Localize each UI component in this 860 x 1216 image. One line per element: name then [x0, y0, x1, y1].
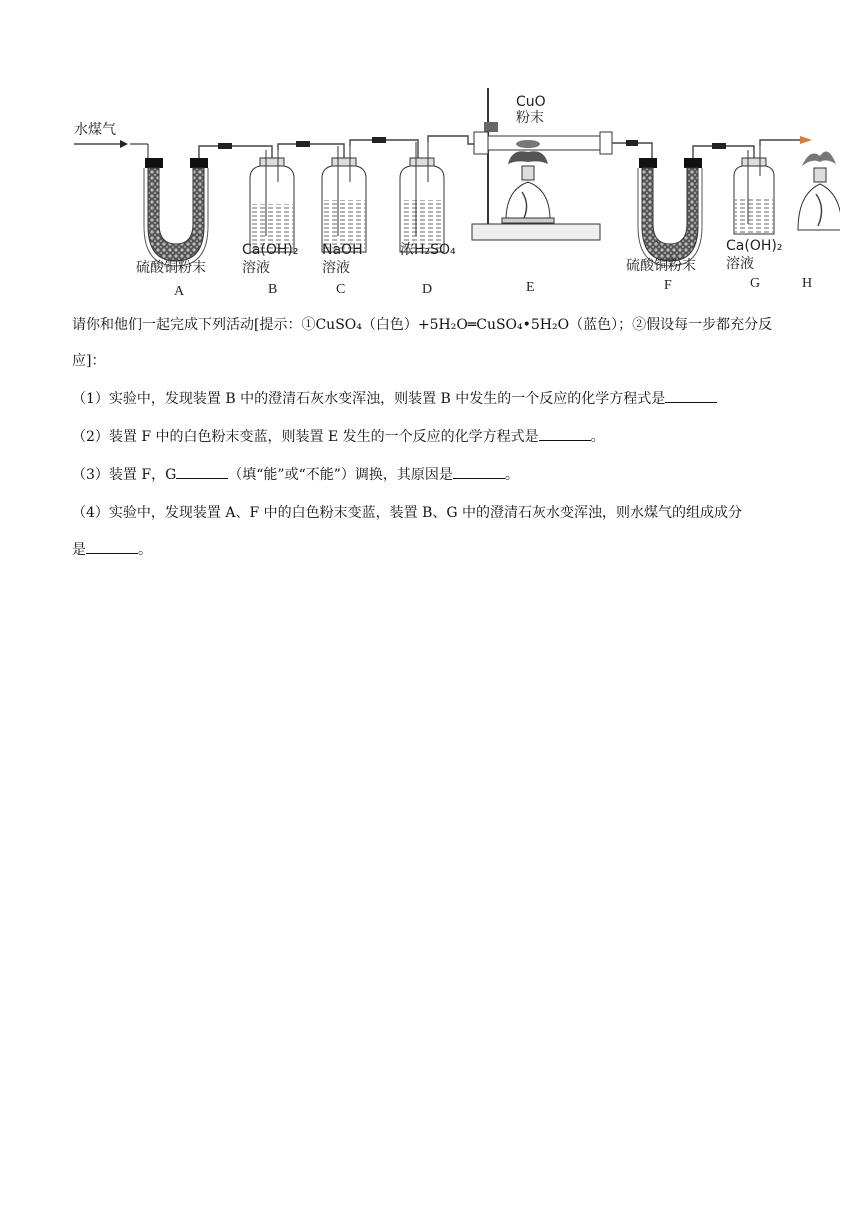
label-g: Ca(OH)₂	[726, 238, 783, 254]
answer-blank-3b[interactable]	[453, 466, 505, 479]
inlet-label: 水煤气	[74, 122, 116, 138]
bottle-b	[250, 150, 294, 252]
answer-blank-4[interactable]	[86, 541, 138, 554]
question-1-text: （1）实验中，发现装置 B 中的澄清石灰水变浑浊，则装置 B 中发生的一个反应的化学方程式是	[72, 391, 666, 407]
question-2	[72, 428, 812, 446]
answer-blank-1[interactable]	[665, 390, 717, 403]
label-c-2: 溶液	[322, 260, 350, 276]
letter-f: F	[664, 278, 672, 293]
question-2-text: （2）装置 F 中的白色粉末变蓝，则装置 E 发生的一个反应的化学方程式是	[72, 429, 539, 445]
answer-blank-3a[interactable]	[176, 466, 228, 479]
question-3-middle: （填“能”或“不能”）调换，其原因是	[228, 467, 453, 483]
bottle-c	[322, 146, 366, 252]
letter-e: E	[526, 280, 535, 295]
label-f: 硫酸铜粉末	[626, 258, 696, 274]
cuo-label-2: 粉末	[516, 110, 544, 126]
cuo-label: CuO	[516, 94, 546, 110]
u-tube-f	[638, 158, 702, 266]
label-b-2: 溶液	[242, 260, 270, 276]
letter-h: H	[802, 276, 813, 291]
intro-line-1: 请你和他们一起完成下列活动[提示：①CuSO₄（白色）+5H₂O═CuSO₄•5H₂O（蓝色）；②假设每一步都充分反	[72, 317, 773, 333]
question-4-line-2	[72, 541, 812, 559]
label-d: 浓H₂SO₄	[400, 242, 456, 258]
question-4-end: 。	[138, 542, 152, 558]
letter-g: G	[750, 276, 761, 291]
intro-line-2: 应]：	[72, 353, 106, 369]
question-3	[72, 466, 812, 484]
question-4-prefix: 是	[72, 542, 86, 558]
question-3-end: 。	[504, 467, 519, 483]
question-4-line-1: （4）实验中，发现装置 A、F 中的白色粉末变蓝，装置 B、G 中的澄清石灰水变浑浊，则水煤气的组成成分	[72, 505, 743, 521]
letter-d: D	[422, 282, 433, 297]
answer-blank-2[interactable]	[539, 428, 591, 441]
letter-a: A	[174, 284, 185, 299]
label-g-2: 溶液	[726, 256, 754, 272]
question-2-end: 。	[590, 429, 605, 445]
burner-h	[798, 152, 840, 231]
question-3-text: （3）装置 F，G	[72, 467, 177, 483]
label-a: 硫酸铜粉末	[136, 260, 206, 276]
bottle-g	[734, 146, 774, 234]
letter-b: B	[268, 282, 278, 297]
label-b: Ca(OH)₂	[242, 242, 299, 258]
flame-tip	[800, 136, 812, 144]
question-1	[72, 390, 812, 408]
apparatus-diagram	[60, 86, 840, 308]
label-c: NaOH	[322, 242, 363, 258]
letter-c: C	[336, 282, 346, 297]
u-tube-a	[144, 158, 208, 266]
bottle-d	[400, 142, 444, 252]
